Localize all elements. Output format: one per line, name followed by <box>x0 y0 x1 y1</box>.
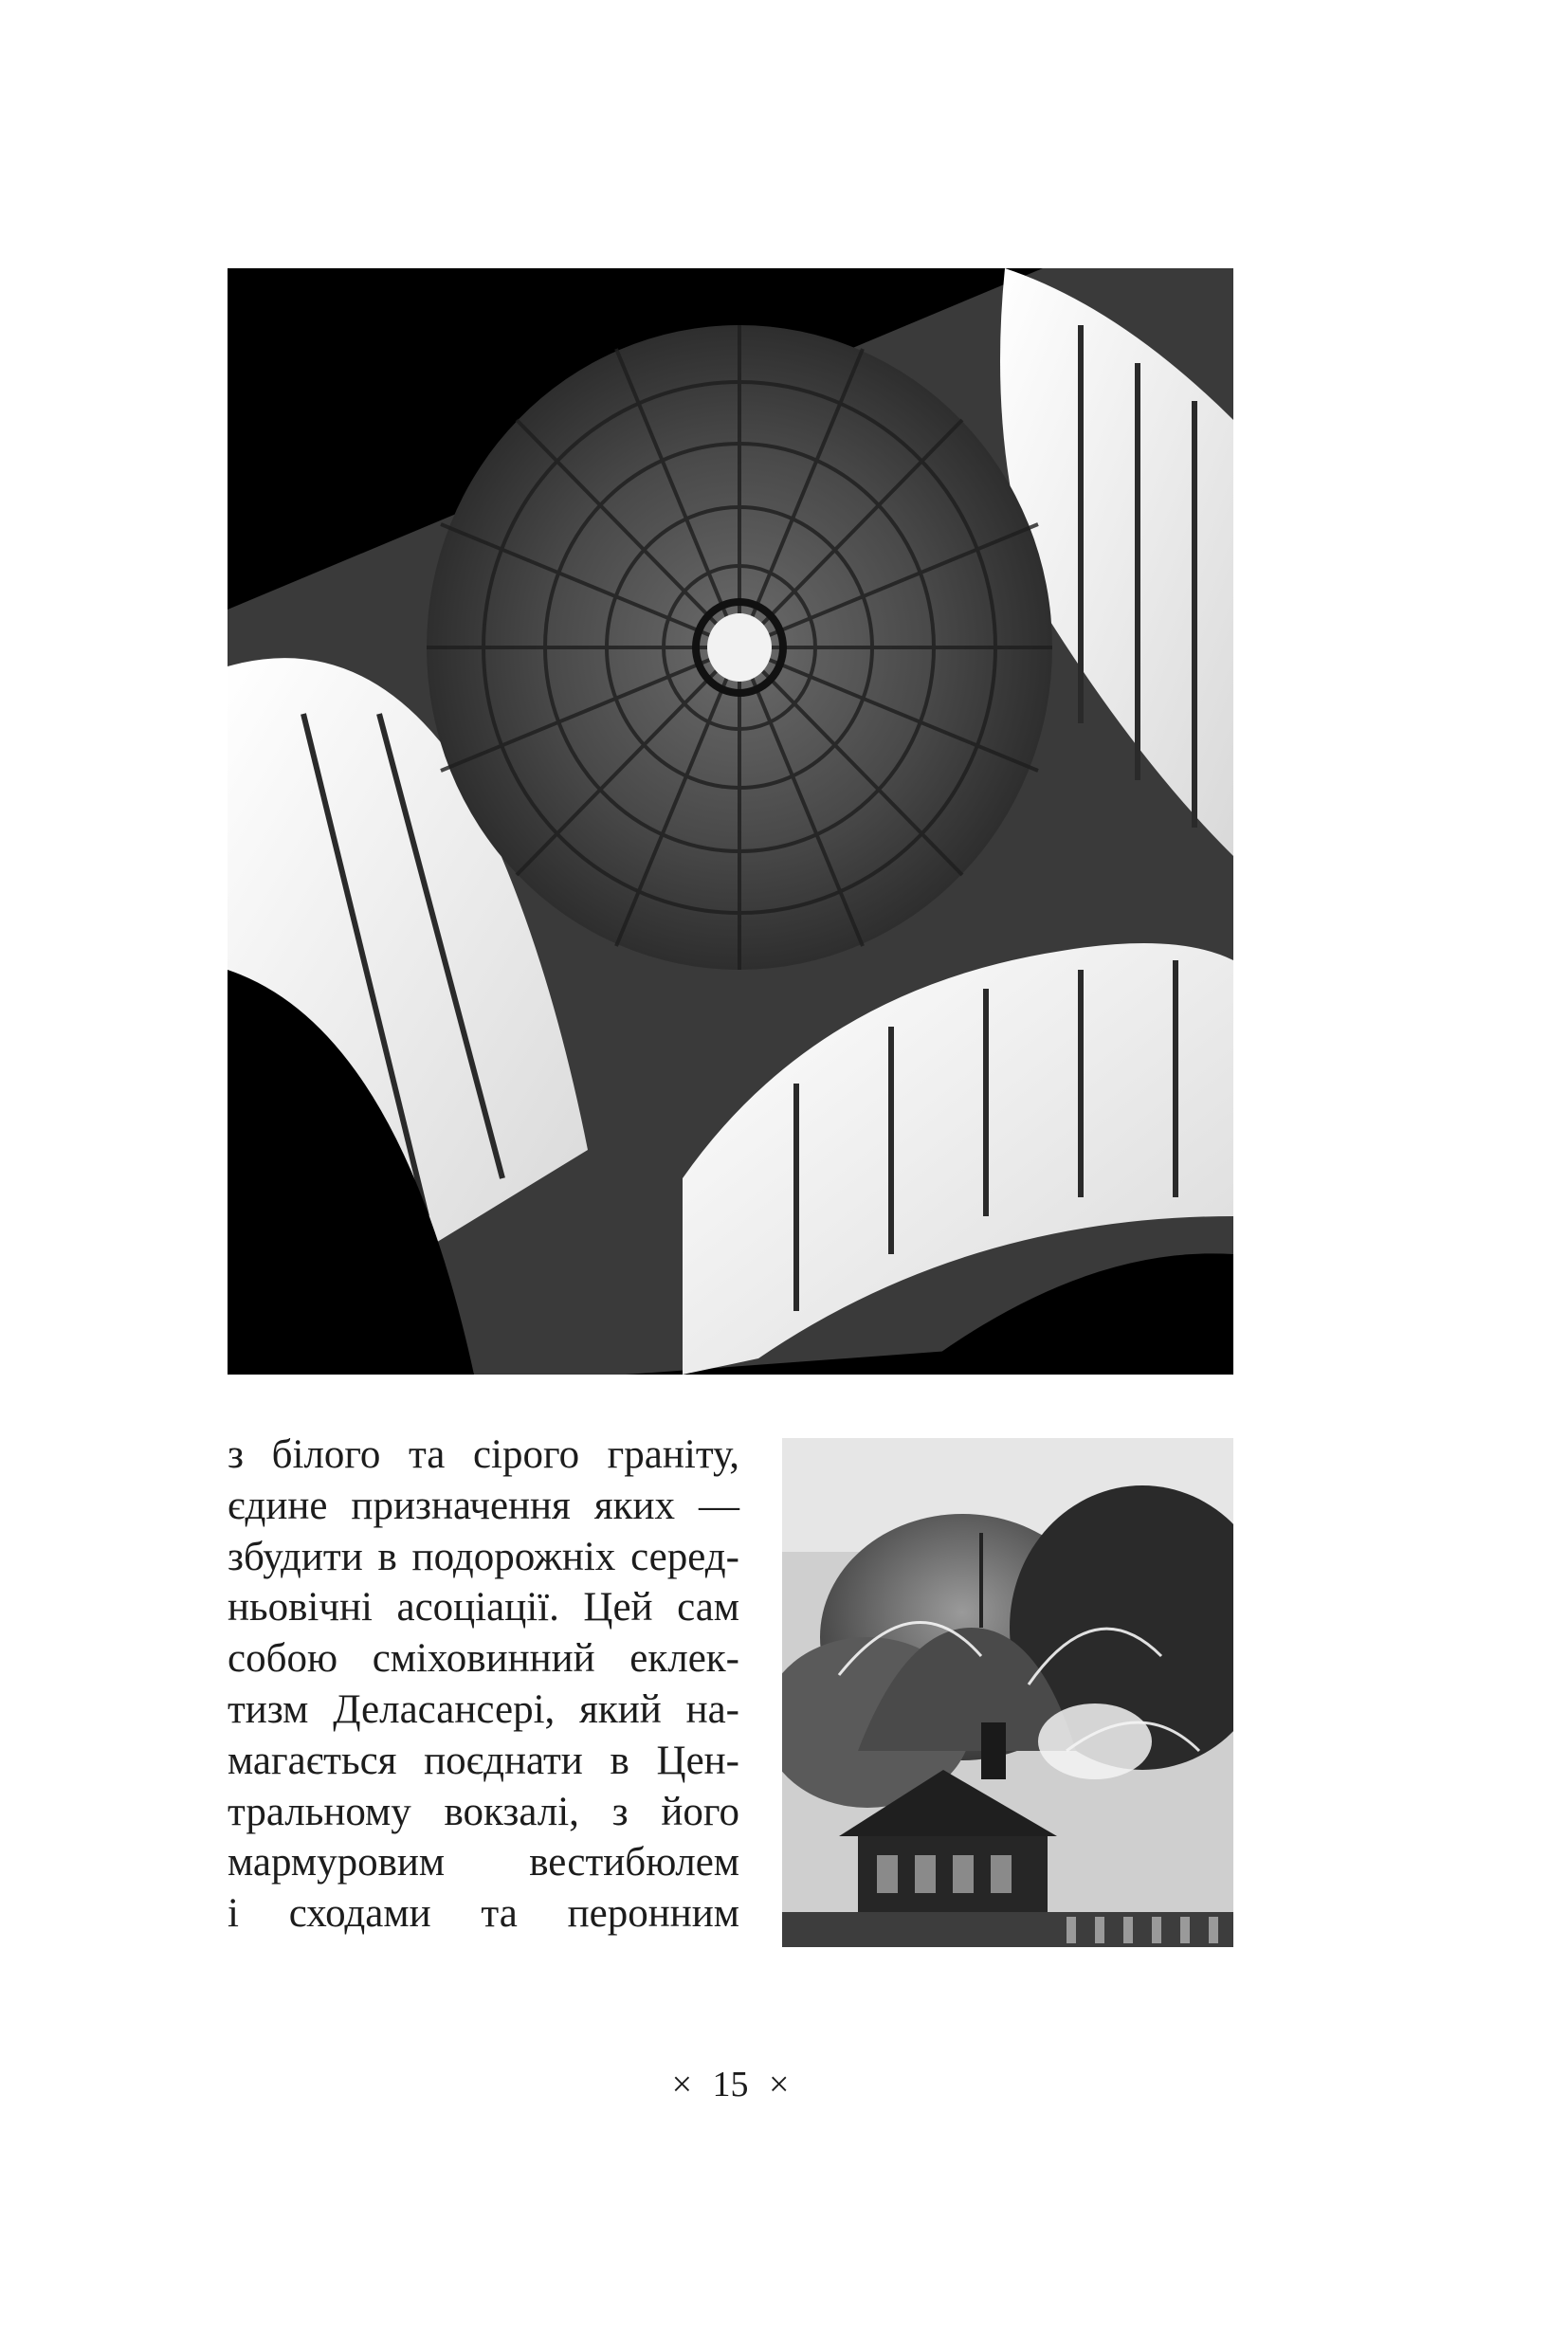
text-line: єдине призначення яких — <box>228 1483 739 1528</box>
text-line: тизм Деласансері, який на- <box>228 1686 739 1732</box>
station-fire-photo <box>782 1438 1233 1947</box>
station-fire-image <box>782 1438 1233 1947</box>
page-number-folio <box>0 2064 1461 2105</box>
text-line: з білого та сірого граніту, <box>228 1432 739 1477</box>
dome-ceiling-photo <box>228 268 1233 1375</box>
folio-ornament-right: × <box>769 2065 790 2104</box>
text-line: магається поєднати в Цен- <box>228 1738 739 1783</box>
text-line: собою сміховинний еклек- <box>228 1636 739 1682</box>
text-line: тральному вокзалі, з його <box>228 1789 739 1834</box>
dome-ceiling-image <box>228 268 1233 1375</box>
body-text <box>228 1430 739 1940</box>
page-number: 15 <box>712 2065 749 2104</box>
folio-ornament-left: × <box>671 2065 692 2104</box>
text-line: і сходами та перонним <box>228 1891 739 1937</box>
text-line: мармуровим вестибюлем <box>228 1840 739 1885</box>
text-line: ньовічні асоціації. Цей сам <box>228 1585 739 1630</box>
text-line: збудити в подорожніх серед- <box>228 1534 739 1579</box>
